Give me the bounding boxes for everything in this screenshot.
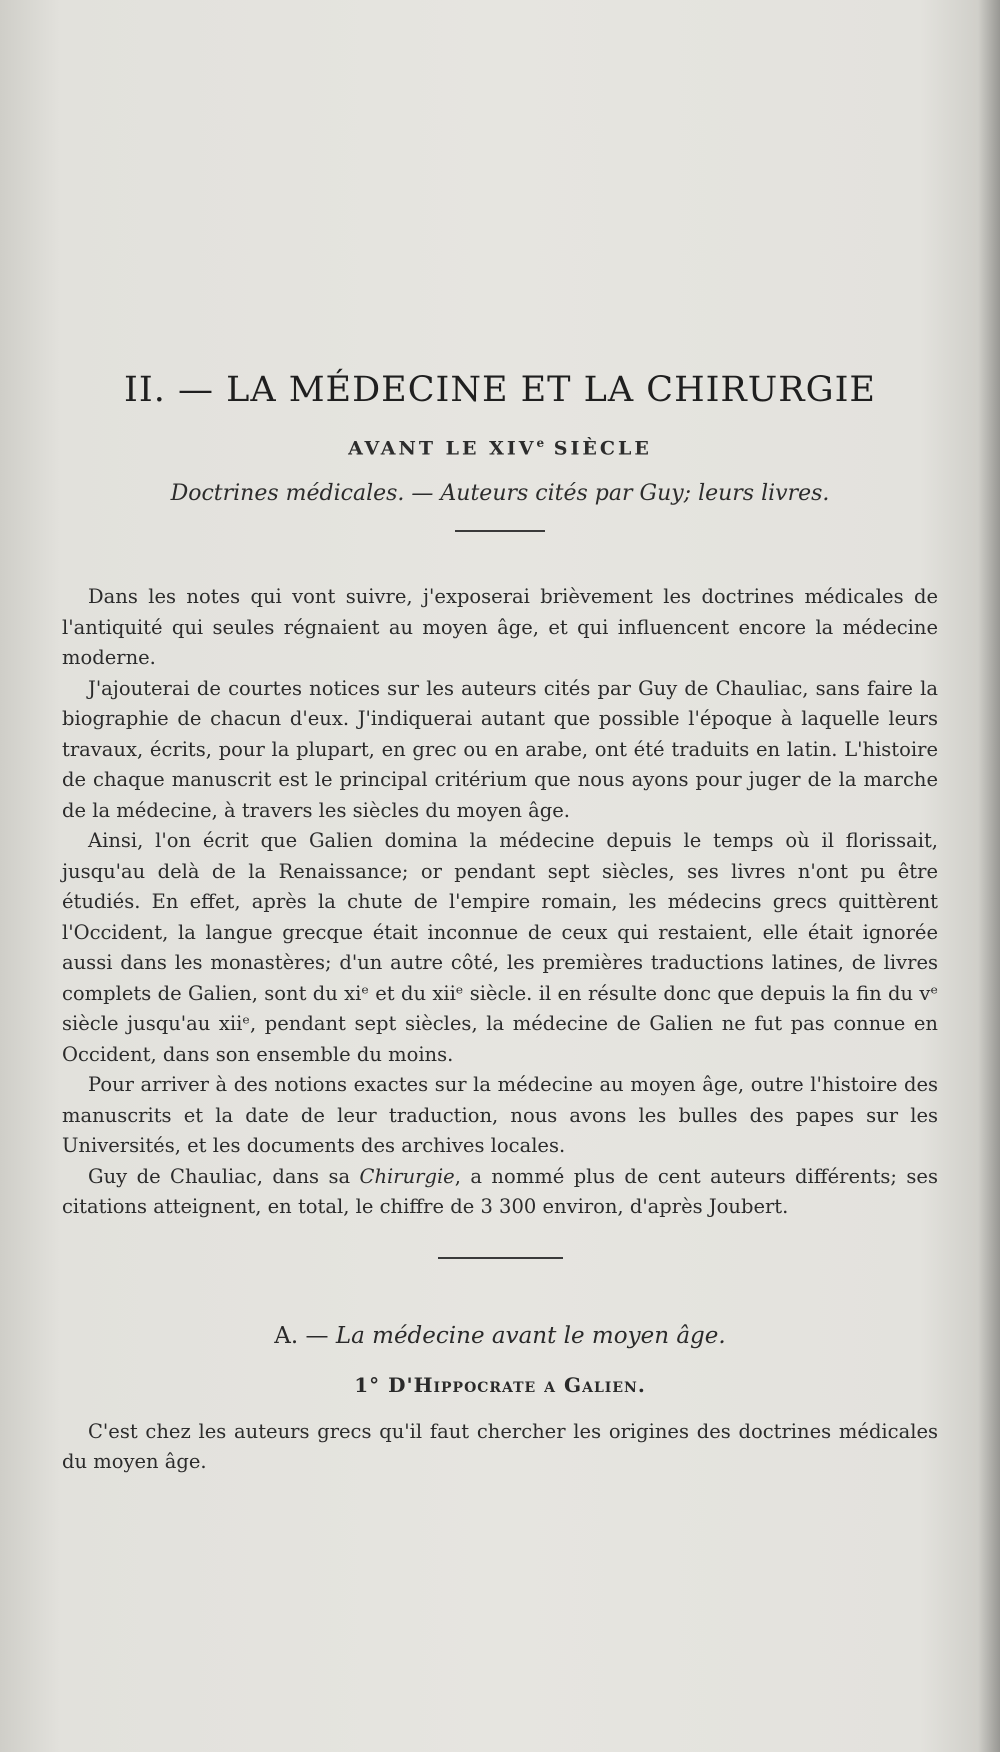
section-heading [62,1323,938,1349]
section-divider [455,530,545,532]
paragraph-2: J'ajouterai de courtes notices sur les auteurs cités par Guy de Chauliac, sans faire la biographie de chacun d'eux. J'indiquerai autant que possible l'époque à laquelle leurs travaux, écrits, pour la plupart, en grec ou en arabe, ont été traduits en latin. L'histoire de chaque manuscrit est le principal critérium que nous ayons pour juger de la marche de la médecine, à travers les siècles du moyen âge. [62,676,938,822]
page-content [62,370,938,1497]
subtitle-after: SIÈCLE [544,437,652,460]
paragraph-4: Pour arriver à des notions exactes sur la médecine au moyen âge, outre l'histoire des manuscrits et la date de leur traduction, nous avons les bulles des papes sur les Universités, et les documents des archives locales. [62,1073,938,1158]
paragraph-5 [62,1162,938,1223]
paragraph-5-before: Guy de Chauliac, dans sa [88,1164,360,1188]
page-edge-shadow [978,0,1000,1752]
subtitle-sup: e [536,436,545,450]
body-text [62,582,938,1223]
section-title: La médecine avant le moyen âge. [335,1322,726,1349]
chapter-subtitle [62,436,938,459]
paragraph-3: Ainsi, l'on écrit que Galien domina la médecine depuis le temps où il florissait, jusqu'au delà de la Renaissance; or pendant sept siècles, ses livres n'ont pu être étudiés. En effet, après la chute de l'empire romain, les médecins grecs quittèrent l'Occident, la langue grecque était inconnue de ceux qui restaient, elle était ignorée aussi dans les monastères; d'un autre côté, les premières traductions latines, de livres complets de Galien, sont du xiᵉ et du xiiᵉ siècle. il en résulte donc que depuis la fin du vᵉ siècle jusqu'au xiiᵉ, pendant sept siècles, la médecine de Galien ne fut pas connue en Occident, dans son ensemble du moins. [62,829,938,1066]
subsection-heading: 1° D'Hippocrate a Galien. [354,1372,646,1397]
section-divider-2 [438,1257,563,1259]
chapter-topics: Doctrines médicales. — Auteurs cités par Guy; leurs livres. [170,481,830,507]
section-letter: A. — [274,1322,336,1349]
paragraph-5-after: , a nommé plus de cent auteurs différents; ses citations atteignent, en total, le chiffre de 3 300 environ, d'après Joubert. [62,1164,938,1219]
paragraph-5-italic: Chirurgie [359,1164,455,1188]
paragraph-1: Dans les notes qui vont suivre, j'exposerai brièvement les doctrines médicales de l'antiquité qui seules régnaient au moyen âge, et qui influencent encore la médecine moderne. [62,585,938,670]
chapter-title: II. — LA MÉDECINE ET LA CHIRURGIE [124,370,876,410]
closing-paragraph: C'est chez les auteurs grecs qu'il faut chercher les origines des doctrines médicales du moyen âge. [62,1419,938,1474]
subtitle-before: AVANT LE XIV [348,437,537,460]
